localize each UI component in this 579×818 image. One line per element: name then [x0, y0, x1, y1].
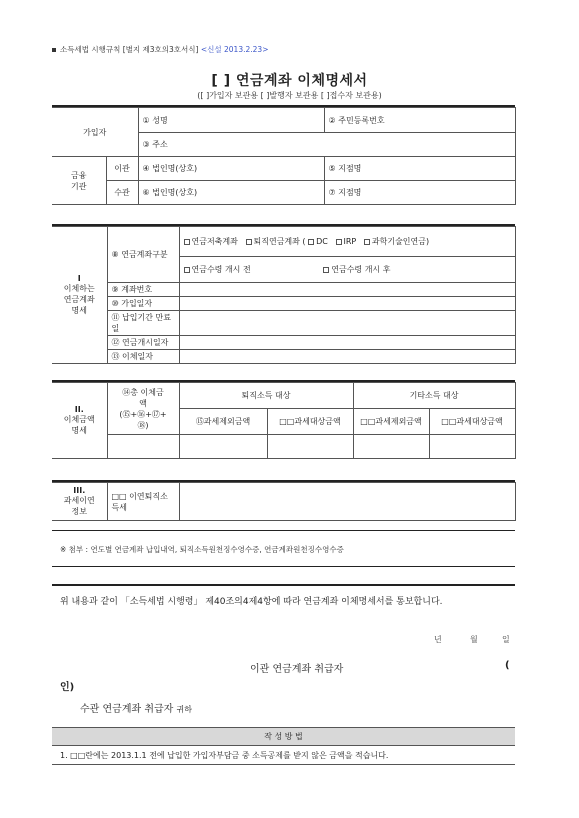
account-type-row2: 연금수령 개시 전 연금수령 개시 후: [179, 257, 515, 283]
retire-incl-header: □□과세대상금액: [267, 409, 353, 435]
bullet-square-icon: [52, 48, 56, 52]
corp-out-field[interactable]: ④ 법인명(상호): [138, 157, 324, 181]
attachment-note: ※ 첨부 : 연도별 연금계좌 납입내역, 퇴직소득원천징수영수증, 연금계좌원천징수영수증: [60, 545, 344, 554]
transfer-date-label: ⑬ 이체일자: [107, 350, 179, 364]
other-excl-field[interactable]: [353, 435, 429, 459]
total-amount-label: ⑭총 이체금 액 (⑮+⑯+⑰+ ⑱): [107, 383, 179, 435]
account-no-label: ⑨ 계좌번호: [107, 283, 179, 297]
date-day: 일: [502, 635, 510, 644]
deferred-tax-field[interactable]: [179, 483, 515, 521]
divider: [52, 566, 515, 567]
retire-incl-field[interactable]: [267, 435, 353, 459]
page-title: [ ] 연금계좌 이체명세서: [211, 73, 368, 89]
rrn-field[interactable]: ② 주민등록번호: [324, 108, 515, 133]
retire-excl-field[interactable]: [179, 435, 267, 459]
date-month: 월: [470, 635, 478, 644]
pension-start-label: ⑫ 연금개시일자: [107, 336, 179, 350]
deferred-tax-label: □□ 이연퇴직소득세: [107, 483, 179, 521]
date-year: 년: [434, 635, 442, 644]
transfer-out-handler: 이관 연금계좌 취급자: [250, 664, 344, 675]
subscriber-table: [52, 107, 516, 205]
checkbox-retire[interactable]: [246, 239, 252, 245]
retire-target-header: 퇴직소득 대상: [179, 383, 353, 409]
checkbox-irp[interactable]: [336, 239, 342, 245]
checkbox-sci[interactable]: [364, 239, 370, 245]
join-date-label: ⑩ 가입일자: [107, 297, 179, 311]
branch-out-field[interactable]: ⑤ 지점명: [324, 157, 515, 181]
page-subtitle: ([ ]가입자 보관용 [ ]발행자 보관용 [ ]접수자 보관용): [197, 91, 382, 100]
seal-mark: 인): [60, 682, 75, 693]
seal-paren: (: [505, 660, 510, 671]
other-incl-header: □□과세대상금액: [429, 409, 515, 435]
corp-in-field[interactable]: ⑥ 법인명(상호): [138, 181, 324, 205]
section2-table: [52, 382, 516, 459]
guide-title: 작 성 방 법: [52, 727, 515, 746]
institution-label: 금융 기관: [52, 157, 106, 205]
transfer-in-handler: 수관 연금계좌 취급자 귀하: [80, 704, 192, 715]
divider: [52, 764, 515, 765]
name-field[interactable]: ① 성명: [138, 108, 324, 133]
pension-start-field[interactable]: [179, 336, 515, 350]
transfer-date-field[interactable]: [179, 350, 515, 364]
other-excl-header: □□과세제외금액: [353, 409, 429, 435]
branch-in-field[interactable]: ⑦ 지점명: [324, 181, 515, 205]
section3-label: III. 과세이연 정보: [52, 483, 107, 521]
section2-label: II. 이체금액 명세: [52, 383, 107, 459]
account-no-field[interactable]: [179, 283, 515, 297]
form-reference: 소득세법 시행규칙 [별지 제3호의3호서식]: [60, 45, 199, 54]
divider-thick: [52, 584, 515, 586]
section3-table: [52, 482, 516, 521]
retire-excl-header: ⑮과세제외금액: [179, 409, 267, 435]
other-incl-field[interactable]: [429, 435, 515, 459]
form-header: [52, 44, 268, 55]
checkbox-after[interactable]: [323, 267, 329, 273]
checkbox-savings[interactable]: [184, 239, 190, 245]
account-type-row1: 연금저축계좌 퇴직연금계좌 ( DC IRP 과학기술인연금): [179, 227, 515, 257]
transfer-out-label: 이관: [106, 157, 138, 181]
address-field[interactable]: ③ 주소: [138, 133, 515, 157]
new-note: <신설 2013.2.23>: [200, 45, 269, 54]
checkbox-dc[interactable]: [308, 239, 314, 245]
divider: [52, 530, 515, 531]
pay-end-label: ⑪ 납입기간 만료일: [107, 311, 179, 336]
guide-item-1: 1. □□란에는 2013.1.1 전에 납입한 가입자부담금 중 소득공제를 받지 않은 금액을 적습니다.: [60, 751, 389, 760]
total-amount-field[interactable]: [107, 435, 179, 459]
pay-end-field[interactable]: [179, 311, 515, 336]
join-date-field[interactable]: [179, 297, 515, 311]
section1-table: [52, 226, 516, 364]
account-type-label: ⑧ 연금계좌구분: [107, 227, 179, 283]
declaration-text: 위 내용과 같이 「소득세법 시행령」 제40조의4제4항에 따라 연금계좌 이체명세서를 통보합니다.: [60, 597, 443, 607]
section1-label: I 이체하는 연금계좌 명세: [52, 227, 107, 364]
subscriber-label: 가입자: [52, 108, 138, 157]
transfer-in-label: 수관: [106, 181, 138, 205]
checkbox-before[interactable]: [184, 267, 190, 273]
other-target-header: 기타소득 대상: [353, 383, 515, 409]
